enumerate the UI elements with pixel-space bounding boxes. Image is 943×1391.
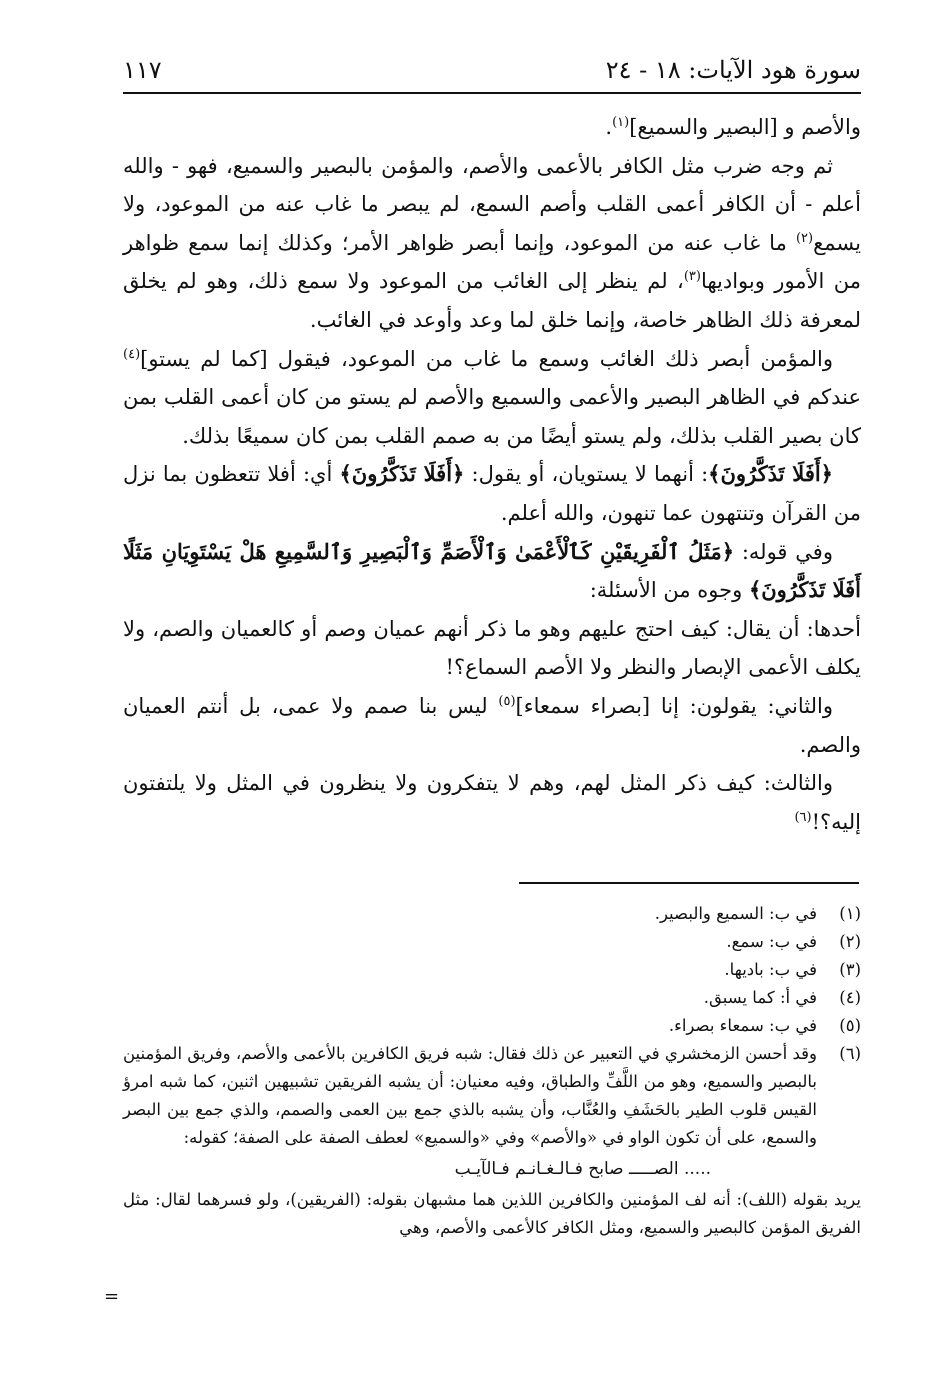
footnote-number: (٥) <box>839 1016 861 1035</box>
footnote-number: (٣) <box>839 960 861 979</box>
footnote-ref-4[interactable]: (٤) <box>123 346 141 362</box>
quran-quote: ﴿أَفَلَا تَذَكَّرُونَ﴾ <box>708 461 833 487</box>
footnote <box>123 900 861 928</box>
continuation-marker: = <box>104 1286 120 1307</box>
page-header <box>123 50 861 94</box>
main-text <box>123 108 861 841</box>
footnote-text: في ب: سمعاء بصراء. <box>668 1016 817 1035</box>
footnote-continuation: يريد بقوله (اللف): أنه لف المؤمنين والكافرين اللذين هما مشبهان بقوله: (الفريقين)، ولو فسرهما لقال: مثل الفريق المؤمن كالبصير والسميع، ومثل الكافر كالأعمى والأصم، وهي <box>123 1190 861 1237</box>
page-number: ١١٧ <box>123 56 162 84</box>
poetry-verse: ..... الصـــــ صابح فـالـغـانـم فـالآيـب <box>454 1159 711 1179</box>
footnote <box>123 1040 861 1152</box>
footnote <box>123 928 861 956</box>
paragraph-8: والثالث: كيف ذكر المثل لهم، وهم لا يتفكرون ولا ينظرون في المثل ولا يلتفتون إليه؟!$^{(٦)}$ <box>123 771 861 834</box>
footnote <box>123 956 861 984</box>
paragraph-3: والمؤمن أبصر ذلك الغائب وسمع ما غاب من الموعود، فيقول [كما لم يستو]$^{(٤)}$ عندكم في الظاهر البصير والأعمى والسميع والأصم لم يستو من كان أعمى القلب بمن كان بصير القلب بذلك، ولم يستو أيضًا من به صمم القلب بمن كان سميعًا بذلك. <box>123 346 862 448</box>
footnote-text: وقد أحسن الزمخشري في التعبير عن ذلك فقال: شبه فريق الكافرين بالأعمى والأصم، وفريق المؤمنين بالبصير والسميع، وهو من اللَّفِّ والطباق، وفيه معنيان: أن يشبه الفريقين تشبيهين اثنين، كما شبه امرؤ القيس قلوب الطير بالحَشَفِ والعُنَّاب، وأن يشبه بالذي جمع بين العمى والصمم، والذي جمع بين البصر والسمع، على أن تكون الواو في «والأصم» وفي «والسميع» لعطف الصفة على الصفة؛ كقوله: <box>123 1044 817 1147</box>
footnote-ref-6[interactable]: (٦) <box>794 809 812 825</box>
footnote-number: (١) <box>839 904 861 923</box>
footnote-text: في ب: باديها. <box>724 960 817 979</box>
paragraph-1: والأصم و [البصير والسميع]$^{(١)}$. <box>605 115 861 139</box>
footnotes <box>123 900 861 1242</box>
footnote-text: في ب: السميع والبصير. <box>654 904 817 923</box>
paragraph-6: أحدها: أن يقال: كيف احتج عليهم وهو ما ذكر أنهم عميان وصم أو كالعميان والصم، ولا يكلف الأعمى الإبصار والنظر ولا الأصم السماع؟! <box>123 616 861 680</box>
footnote-ref-2[interactable]: (٢) <box>795 230 814 246</box>
paragraph-2: ثم وجه ضرب مثل الكافر بالأعمى والأصم، والمؤمن بالبصير والسميع، فهو - والله أعلم - أن الكافر أعمى القلب وأصم السمع، لم يبصر ما غاب عنه من الموعود، ولا يسمع$^{(٢)}$ ما غاب عنه من الموعود، وإنما أبصر ظواهر الأمر؛ وكذلك إنما سمع ظواهر من الأمور وبواديها$^{(٣)}$، لم ينظر إلى الغائب من الموعود ولا سمع ذلك، وهو لم يخلق لمعرفة ذلك الظاهر خاصة، وإنما خلق لما وعد وأوعد في الغائب. <box>123 153 862 332</box>
running-title: سورة هود الآيات: ١٨ - ٢٤ <box>605 56 861 84</box>
footnote-number: (٦) <box>839 1044 861 1063</box>
footnote-ref-3[interactable]: (٣) <box>683 269 701 285</box>
footnote-text: في أ: كما يسبق. <box>703 988 817 1007</box>
paragraph-5: وفي قوله: ﴿مَثَلُ ٱلْفَرِيقَيْنِ كَٱلْأَعْمَىٰ وَٱلْأَصَمِّ وَٱلْبَصِيرِ وَٱلسَّمِيعِ هَلْ يَسْتَوِيَانِ مَثَلًا أَفَلَا تَذَكَّرُونَ﴾ وجوه من الأسئلة: <box>123 538 861 603</box>
footnote-ref-1[interactable]: (١) <box>612 115 630 130</box>
footnote-number: (٢) <box>839 932 861 951</box>
footnote <box>123 984 861 1012</box>
footnote-separator <box>519 882 859 884</box>
quran-quote: ﴿أَفَلَا تَذَكَّرُونَ﴾ <box>339 461 465 487</box>
paragraph-4: ﴿أَفَلَا تَذَكَّرُونَ﴾: أنهما لا يستويان، أو يقول: ﴿أَفَلَا تَذَكَّرُونَ﴾ أي: أفلا تتعظون بما نزل من القرآن وتنتهون عما تنهون، والله أعلم. <box>123 461 861 525</box>
paragraph-7: والثاني: يقولون: إنا [بصراء سمعاء]$^{(٥)}$ ليس بنا صمم ولا عمى، بل أنتم العميان والصم. <box>123 693 861 757</box>
quran-verse: ﴿مَثَلُ ٱلْفَرِيقَيْنِ كَٱلْأَعْمَىٰ وَٱلْأَصَمِّ وَٱلْبَصِيرِ وَٱلسَّمِيعِ هَلْ يَسْتَوِيَانِ مَثَلًا أَفَلَا تَذَكَّرُونَ﴾ <box>123 538 861 603</box>
footnote <box>123 1012 861 1040</box>
footnote-number: (٤) <box>839 988 861 1007</box>
footnote-ref-5[interactable]: (٥) <box>498 693 516 709</box>
footnote-text: في ب: سمع. <box>726 932 817 951</box>
